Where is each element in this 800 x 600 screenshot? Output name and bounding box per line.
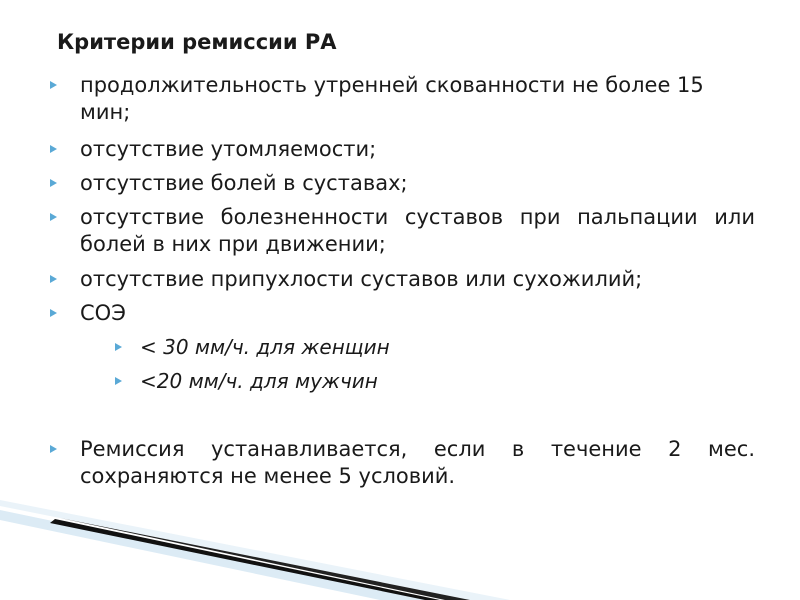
bullet-arrow-icon (50, 275, 57, 283)
list-item (50, 136, 755, 163)
list-item (50, 300, 755, 327)
bullet-arrow-icon (50, 213, 57, 221)
bullet-arrow-icon (115, 343, 122, 351)
sub-list-item-text: <20 мм/ч. для мужчин (140, 369, 378, 393)
bullet-arrow-icon (50, 145, 57, 153)
list-item-text: отсутствие утомляемости; (80, 137, 377, 161)
sub-list-item (115, 334, 735, 361)
bullet-arrow-icon (115, 377, 122, 385)
list-item-text: продолжительность утренней скованности не более 15 мин; (80, 73, 704, 124)
sub-list-item-text: < 30 мм/ч. для женщин (140, 335, 390, 359)
bullet-arrow-icon (50, 81, 57, 89)
conclusion-item (50, 436, 755, 490)
list-item (50, 170, 755, 197)
list-item-text: отсутствие болезненности суставов при пальпации или болей в них при движении; (80, 205, 755, 256)
bullet-arrow-icon (50, 309, 57, 317)
list-item (50, 266, 755, 293)
list-item-text: отсутствие болей в суставах; (80, 171, 408, 195)
slide-title: Критерии ремиссии РА (57, 30, 337, 54)
list-item (50, 72, 755, 126)
list-item (50, 204, 755, 258)
sub-list-item (115, 368, 735, 395)
list-item-text: СОЭ (80, 301, 126, 325)
conclusion-text: Ремиссия устанавливается, если в течение 2 мес. сохраняются не менее 5 условий. (80, 437, 755, 488)
list-item-text: отсутствие припухлости суставов или сухожилий; (80, 267, 643, 291)
bullet-arrow-icon (50, 179, 57, 187)
bullet-arrow-icon (50, 445, 57, 453)
